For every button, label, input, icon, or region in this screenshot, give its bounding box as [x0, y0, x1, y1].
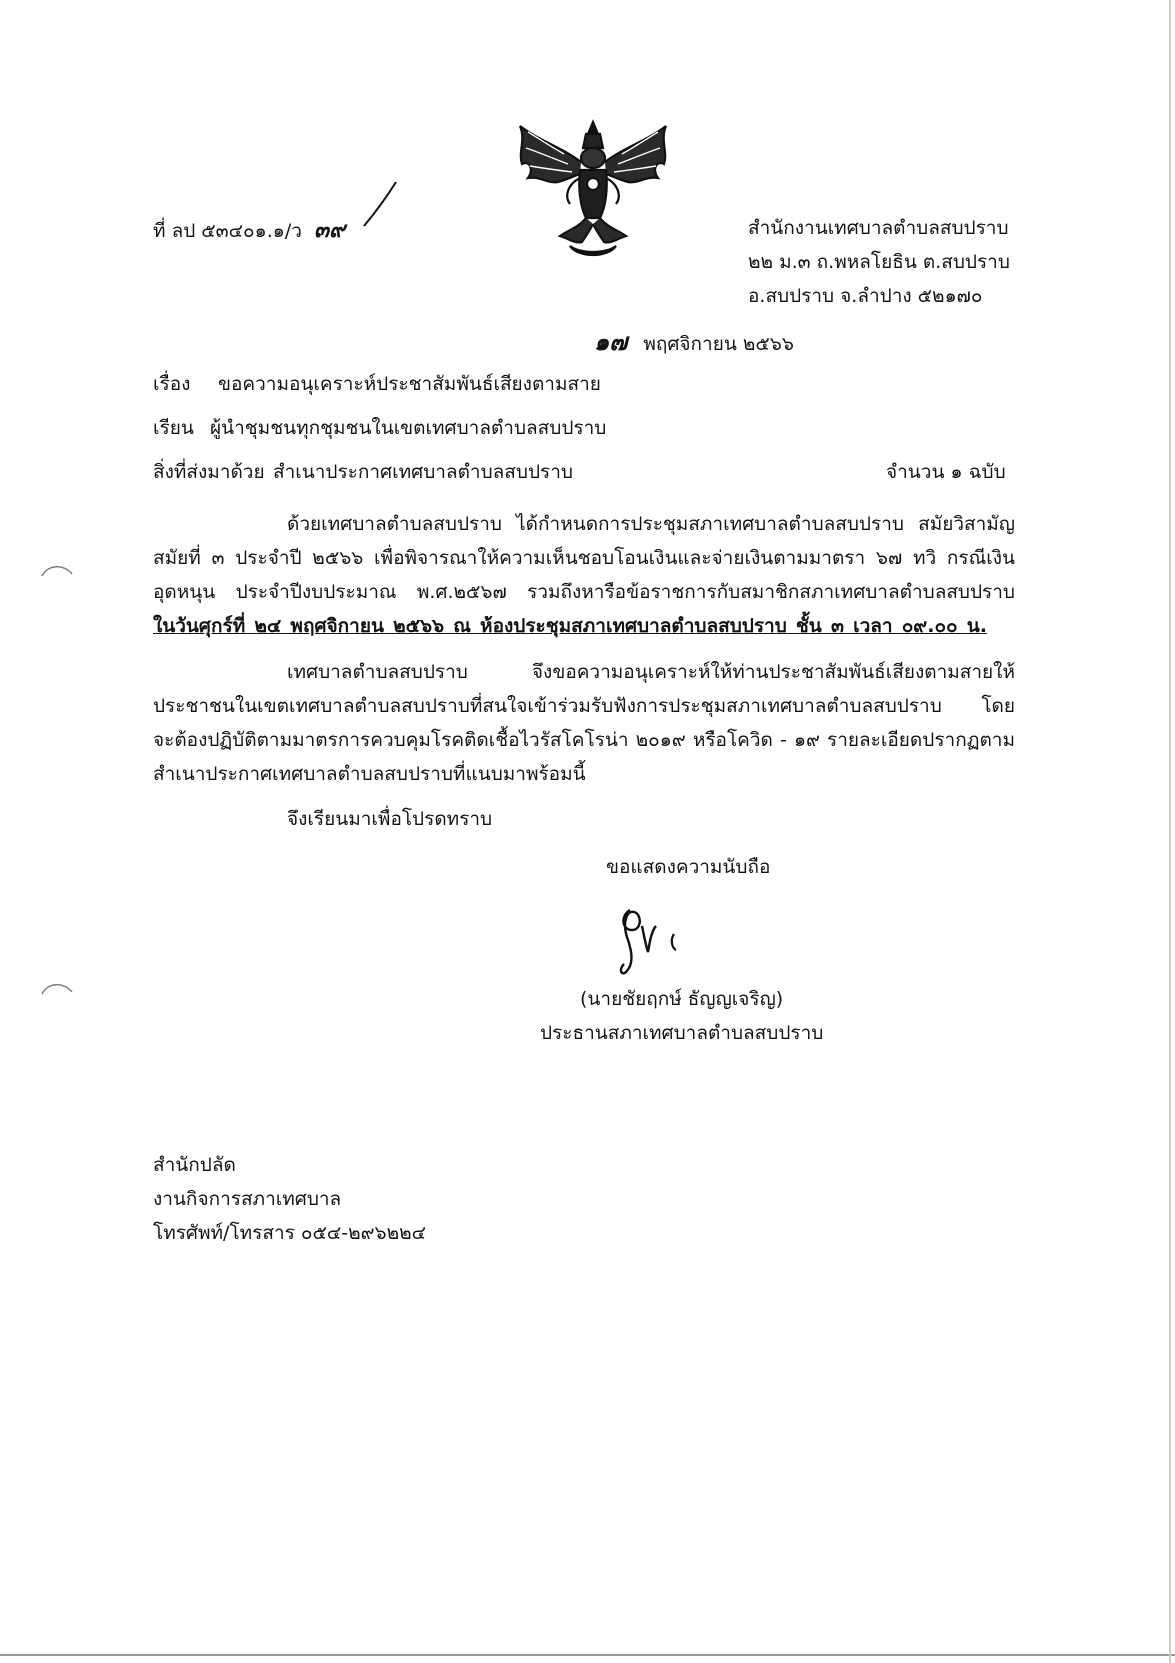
sender-address-line1: ๒๒ ม.๓ ถ.พหลโยธิน ต.สบปราบ [748, 251, 1010, 273]
recipient-text: ผู้นำชุมชนทุกชุมชนในเขตเทศบาลตำบลสบปราบ [210, 417, 607, 439]
punch-hole-mark-bottom [40, 980, 74, 996]
handwritten-slash-mark [360, 180, 400, 230]
meeting-date-location-bold: ในวันศุกร์ที่ ๒๔ พฤศจิกายน ๒๕๖๖ ณ ห้องประชุมสภาเทศบาลตำบลสบปราบ ชั้น ๓ เวลา ๐๙.๐๐ น. [153, 615, 987, 637]
footer-office: สำนักปลัด [153, 1154, 236, 1176]
date-month-year: พฤศจิกายน ๒๕๖๖ [643, 333, 794, 355]
subject-label: เรื่อง [153, 373, 191, 395]
letter-date [594, 327, 794, 356]
footer-division: งานกิจการสภาเทศบาล [153, 1188, 342, 1210]
enclosure-count: จำนวน ๑ ฉบับ [886, 461, 1006, 483]
scan-right-edge [1169, 0, 1171, 1663]
sender-office: สำนักงานเทศบาลตำบลสบปราบ [748, 217, 1009, 239]
handwritten-reference-number: ๓๙ [313, 217, 346, 243]
paragraph-2-line-1: เทศบาลตำบลสบปราบ จึงขอความอนุเคราะห์ให้ท่านประชาสัมพันธ์เสียงตามสายให้ [287, 661, 1015, 683]
scan-bottom-edge [0, 1654, 1175, 1656]
punch-hole-mark-top [40, 562, 74, 578]
footer-phone: โทรศัพท์/โทรสาร ๐๕๔-๒๙๖๒๒๔ [153, 1222, 427, 1244]
paragraph-1-line-1: ด้วยเทศบาลตำบลสบปราบ ได้กำหนดการประชุมสภาเทศบาลตำบลสบปราบ สมัยวิสามัญ [287, 513, 1015, 535]
subject-text: ขอความอนุเคราะห์ประชาสัมพันธ์เสียงตามสาย [218, 373, 601, 395]
paragraph-1-line-2: สมัยที่ ๓ ประจำปี ๒๕๖๖ เพื่อพิจารณาให้ความเห็นชอบโอนเงินและจ่ายเงินตามมาตรา ๖๗ ทวิ กรณีเงิน [153, 547, 1015, 569]
signatory-position: ประธานสภาเทศบาลตำบลสบปราบ [540, 1022, 824, 1044]
reference-prefix: ที่ ลป ๕๓๔๐๑.๑/ว [153, 220, 302, 242]
garuda-emblem [508, 118, 678, 260]
paragraph-2-line-3: จะต้องปฏิบัติตามมาตรการควบคุมโรคติดเชื้อไวรัสโคโรน่า ๒๐๑๙ หรือโควิด - ๑๙ รายละเอียดปรากฏตาม [153, 729, 1015, 751]
closing-request: จึงเรียนมาเพื่อโปรดทราบ [287, 808, 493, 830]
reference-number [153, 219, 345, 241]
handwritten-signature [612, 900, 692, 980]
sender-address-line2: อ.สบปราบ จ.ลำปาง ๕๒๑๗๐ [748, 285, 983, 307]
date-day-handwritten: ๑๗ [594, 327, 628, 356]
paragraph-2-line-4: สำเนาประกาศเทศบาลตำบลสบปราบที่แนบมาพร้อมนี้ [153, 763, 586, 785]
recipient-label: เรียน [153, 417, 194, 439]
paragraph-2-line-2: ประชาชนในเขตเทศบาลตำบลสบปราบที่สนใจเข้าร่วมรับฟังการประชุมสภาเทศบาลตำบลสบปราบ โดย [153, 695, 1015, 717]
enclosure-label: สิ่งที่ส่งมาด้วย [153, 461, 265, 483]
closing-salutation: ขอแสดงความนับถือ [606, 856, 771, 878]
paragraph-1-line-3: อุดหนุน ประจำปีงบประมาณ พ.ศ.๒๕๖๗ รวมถึงหารือข้อราชการกับสมาชิกสภาเทศบาลตำบลสบปราบ [153, 581, 1015, 603]
enclosure-text: สำเนาประกาศเทศบาลตำบลสบปราบ [273, 461, 573, 483]
signatory-name: (นายชัยฤกษ์ ธัญญเจริญ) [580, 988, 784, 1010]
